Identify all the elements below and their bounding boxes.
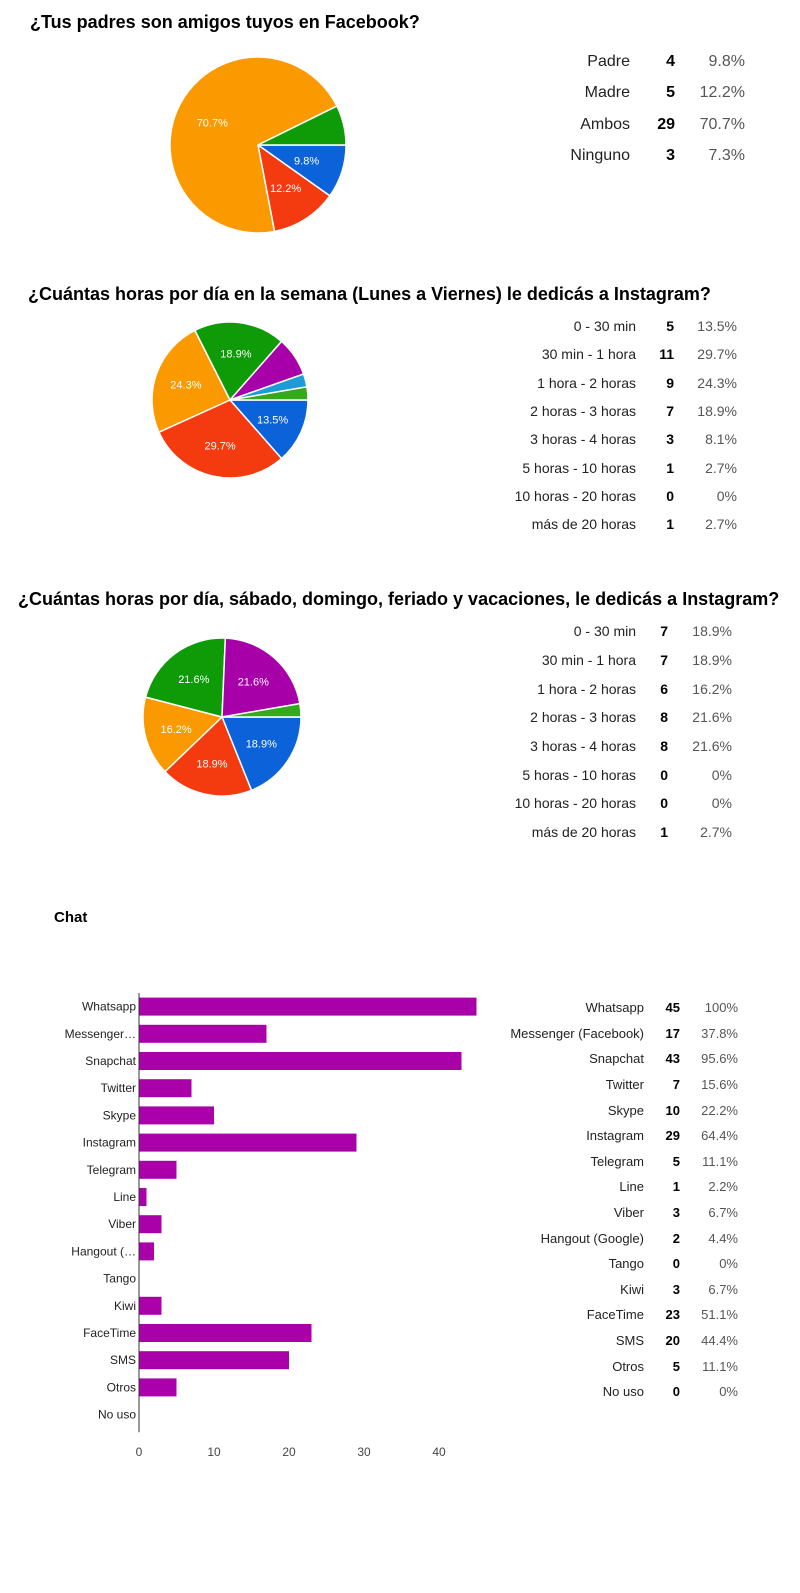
summary-percent: 12.2% bbox=[699, 84, 745, 102]
bar[interactable] bbox=[139, 1052, 462, 1070]
bar[interactable] bbox=[139, 998, 477, 1016]
summary-percent: 18.9% bbox=[692, 623, 732, 640]
summary-row bbox=[500, 995, 738, 1021]
bar-axis-label: Viber bbox=[108, 1217, 136, 1232]
summary-count: 1 bbox=[666, 516, 674, 533]
summary-row bbox=[498, 703, 732, 732]
summary-count: 3 bbox=[666, 431, 674, 448]
summary-label: 3 horas - 4 horas bbox=[530, 738, 636, 755]
summary-percent: 70.7% bbox=[699, 115, 745, 133]
summary-count: 17 bbox=[665, 1025, 680, 1041]
summary-count: 3 bbox=[672, 1281, 680, 1297]
bar[interactable] bbox=[139, 1106, 214, 1124]
bar[interactable] bbox=[139, 1188, 147, 1206]
summary-row bbox=[500, 482, 737, 510]
summary-count: 7 bbox=[660, 623, 668, 640]
pie-slice-label: 18.9% bbox=[196, 758, 228, 771]
summary-row bbox=[500, 510, 737, 538]
summary-percent: 4.4% bbox=[708, 1230, 738, 1246]
summary-label: Padre bbox=[587, 52, 630, 70]
summary-count: 23 bbox=[665, 1307, 680, 1323]
summary-row bbox=[500, 1328, 738, 1354]
weekday-instagram-summary-table bbox=[500, 312, 737, 538]
summary-percent: 29.7% bbox=[697, 346, 737, 363]
summary-count: 29 bbox=[665, 1128, 680, 1144]
chart-title: ¿Cuántas horas por día en la semana (Lunes a Viernes) le dedicás a Instagram? bbox=[28, 284, 711, 304]
summary-percent: 11.1% bbox=[702, 1153, 738, 1169]
summary-count: 45 bbox=[665, 1000, 680, 1016]
summary-row bbox=[500, 1174, 738, 1200]
summary-count: 5 bbox=[666, 318, 674, 335]
summary-row bbox=[500, 1302, 738, 1328]
summary-row bbox=[500, 1251, 738, 1277]
summary-label: más de 20 horas bbox=[531, 824, 636, 841]
summary-percent: 51.1% bbox=[701, 1307, 738, 1323]
summary-row bbox=[500, 312, 737, 340]
bar[interactable] bbox=[139, 1134, 357, 1152]
summary-label: 1 hora - 2 horas bbox=[537, 374, 636, 391]
bar-axis-label: Otros bbox=[106, 1380, 136, 1395]
summary-count: 7 bbox=[660, 652, 668, 669]
bar[interactable] bbox=[139, 1297, 162, 1315]
summary-row bbox=[500, 1277, 738, 1303]
x-tick-label: 20 bbox=[282, 1445, 296, 1460]
summary-count: 8 bbox=[660, 738, 668, 755]
pie-slice-label: 29.7% bbox=[204, 440, 236, 453]
bar-axis-label: Whatsapp bbox=[81, 999, 136, 1014]
chat-section bbox=[0, 895, 800, 1495]
summary-count: 3 bbox=[666, 147, 675, 165]
summary-count: 2 bbox=[672, 1230, 680, 1246]
summary-label: 2 horas - 3 horas bbox=[530, 709, 636, 726]
summary-row bbox=[500, 453, 737, 481]
facebook-parents-summary-table bbox=[560, 46, 745, 172]
summary-label: Telegram bbox=[590, 1153, 644, 1169]
summary-label: No uso bbox=[602, 1384, 644, 1400]
x-tick-label: 40 bbox=[432, 1445, 446, 1460]
pie-slice-label: 24.3% bbox=[170, 379, 202, 392]
chat-summary-table bbox=[500, 995, 738, 1405]
summary-row bbox=[498, 732, 732, 761]
summary-count: 1 bbox=[660, 824, 668, 841]
bar-axis-label: Tango bbox=[103, 1271, 136, 1286]
summary-percent: 0% bbox=[716, 487, 737, 504]
summary-label: 30 min - 1 hora bbox=[541, 346, 636, 363]
summary-count: 11 bbox=[659, 346, 674, 363]
summary-row bbox=[500, 1072, 738, 1098]
summary-count: 1 bbox=[672, 1179, 680, 1195]
bar-axis-label: Skype bbox=[102, 1108, 136, 1123]
pie-slice-label: 9.8% bbox=[294, 155, 320, 168]
bar[interactable] bbox=[139, 1351, 289, 1369]
summary-label: Instagram bbox=[586, 1128, 644, 1144]
summary-row bbox=[500, 1200, 738, 1226]
pie-slice-label: 13.5% bbox=[256, 414, 289, 427]
x-tick-label: 0 bbox=[135, 1445, 143, 1460]
bar[interactable] bbox=[139, 1025, 267, 1043]
summary-count: 3 bbox=[672, 1205, 680, 1221]
summary-count: 8 bbox=[660, 709, 668, 726]
summary-label: Line bbox=[619, 1179, 644, 1195]
summary-label: Whatsapp bbox=[585, 1000, 644, 1016]
summary-percent: 18.9% bbox=[692, 652, 732, 669]
summary-count: 0 bbox=[660, 766, 668, 783]
x-tick-label: 30 bbox=[357, 1445, 371, 1460]
summary-percent: 44.4% bbox=[701, 1333, 738, 1349]
summary-label: 30 min - 1 hora bbox=[541, 652, 636, 669]
facebook-parents-section bbox=[0, 0, 800, 270]
summary-count: 29 bbox=[657, 115, 675, 133]
summary-row bbox=[500, 1149, 738, 1175]
summary-count: 5 bbox=[666, 84, 675, 102]
summary-percent: 18.9% bbox=[697, 403, 737, 420]
bar-axis-label: Messenger… bbox=[64, 1026, 136, 1041]
bar[interactable] bbox=[139, 1079, 192, 1097]
weekday-instagram-pie-chart bbox=[130, 300, 330, 500]
summary-label: más de 20 horas bbox=[531, 516, 636, 533]
summary-row bbox=[560, 78, 745, 110]
summary-count: 1 bbox=[666, 459, 674, 476]
summary-percent: 6.7% bbox=[708, 1281, 738, 1297]
summary-label: Twitter bbox=[605, 1077, 644, 1093]
pie-slice-label: 18.9% bbox=[220, 348, 252, 361]
summary-count: 0 bbox=[672, 1256, 680, 1272]
bar-axis-label: Kiwi bbox=[113, 1298, 136, 1313]
summary-row bbox=[500, 1225, 738, 1251]
summary-label: Viber bbox=[613, 1205, 644, 1221]
summary-count: 5 bbox=[672, 1358, 680, 1374]
summary-count: 4 bbox=[666, 52, 675, 70]
summary-count: 7 bbox=[666, 403, 674, 420]
bar[interactable] bbox=[139, 1242, 154, 1260]
pie-slice-label: 21.6% bbox=[178, 673, 210, 686]
summary-label: Hangout (Google) bbox=[540, 1230, 644, 1246]
summary-row bbox=[500, 425, 737, 453]
summary-row bbox=[560, 109, 745, 141]
summary-label: 3 horas - 4 horas bbox=[530, 431, 636, 448]
summary-percent: 6.7% bbox=[708, 1205, 738, 1221]
x-tick-label: 10 bbox=[207, 1445, 221, 1460]
bar-axis-label: No uso bbox=[97, 1407, 136, 1422]
bar-axis-label: Telegram bbox=[86, 1162, 136, 1177]
summary-percent: 21.6% bbox=[692, 709, 732, 726]
pie-slice-label: 21.6% bbox=[237, 676, 269, 689]
summary-percent: 2.7% bbox=[700, 824, 732, 841]
summary-row bbox=[500, 1097, 738, 1123]
summary-percent: 0% bbox=[711, 766, 732, 783]
summary-percent: 0% bbox=[711, 795, 732, 812]
summary-label: 1 hora - 2 horas bbox=[537, 680, 636, 697]
summary-percent: 21.6% bbox=[692, 738, 732, 755]
summary-count: 5 bbox=[672, 1153, 680, 1169]
summary-percent: 2.7% bbox=[705, 516, 737, 533]
summary-row bbox=[560, 46, 745, 78]
summary-percent: 0% bbox=[719, 1384, 738, 1400]
summary-label: Kiwi bbox=[620, 1281, 644, 1297]
summary-row bbox=[498, 789, 732, 818]
summary-row bbox=[500, 1021, 738, 1047]
summary-label: 2 horas - 3 horas bbox=[530, 403, 636, 420]
summary-row bbox=[500, 1379, 738, 1405]
summary-percent: 9.8% bbox=[708, 52, 745, 70]
bar-axis-label: Twitter bbox=[100, 1081, 136, 1096]
summary-percent: 7.3% bbox=[708, 147, 745, 165]
summary-percent: 64.4% bbox=[701, 1128, 738, 1144]
chat-bar-chart bbox=[0, 975, 490, 1545]
summary-label: 5 horas - 10 horas bbox=[522, 459, 636, 476]
pie-slice-label: 16.2% bbox=[160, 723, 192, 736]
summary-row bbox=[498, 646, 732, 675]
summary-label: Otros bbox=[612, 1358, 644, 1374]
weekend-instagram-section bbox=[0, 575, 800, 875]
facebook-parents-pie-chart bbox=[158, 45, 358, 245]
summary-label: Messenger (Facebook) bbox=[510, 1025, 644, 1041]
summary-count: 10 bbox=[665, 1102, 680, 1118]
summary-label: Madre bbox=[584, 84, 630, 102]
summary-count: 43 bbox=[665, 1051, 680, 1067]
chart-title: ¿Cuántas horas por día, sábado, domingo, feriado y vacaciones, le dedicás a Instagram? bbox=[18, 589, 780, 609]
summary-percent: 24.3% bbox=[697, 374, 737, 391]
bar-axis-label: Instagram bbox=[82, 1135, 136, 1150]
chart-title: ¿Tus padres son amigos tuyos en Facebook? bbox=[30, 12, 420, 32]
summary-count: 9 bbox=[666, 374, 674, 391]
summary-row bbox=[500, 369, 737, 397]
summary-label: SMS bbox=[615, 1333, 644, 1349]
summary-row bbox=[500, 1353, 738, 1379]
summary-row bbox=[500, 340, 737, 368]
summary-row bbox=[498, 760, 732, 789]
summary-percent: 11.1% bbox=[702, 1358, 738, 1374]
summary-count: 0 bbox=[672, 1384, 680, 1400]
summary-label: 5 horas - 10 horas bbox=[522, 766, 636, 783]
summary-count: 20 bbox=[665, 1333, 680, 1349]
bar-axis-label: FaceTime bbox=[83, 1326, 136, 1340]
summary-row bbox=[560, 141, 745, 173]
summary-label: Snapchat bbox=[589, 1051, 644, 1067]
summary-row bbox=[498, 818, 732, 847]
summary-row bbox=[498, 674, 732, 703]
summary-row bbox=[500, 397, 737, 425]
summary-percent: 16.2% bbox=[692, 680, 732, 697]
summary-percent: 0% bbox=[719, 1256, 738, 1272]
chart-title: Chat bbox=[54, 909, 88, 926]
pie-slice-label: 18.9% bbox=[245, 738, 277, 751]
bar[interactable] bbox=[139, 1215, 162, 1233]
summary-label: Skype bbox=[607, 1102, 644, 1118]
bar-axis-label: Hangout (… bbox=[71, 1244, 136, 1259]
bar[interactable] bbox=[139, 1378, 177, 1396]
summary-percent: 95.6% bbox=[701, 1051, 738, 1067]
summary-label: 0 - 30 min bbox=[573, 623, 636, 640]
summary-percent: 2.2% bbox=[708, 1179, 738, 1195]
weekend-instagram-summary-table bbox=[498, 617, 732, 847]
summary-percent: 100% bbox=[704, 1000, 738, 1016]
weekday-instagram-section bbox=[0, 270, 800, 570]
summary-label: Ninguno bbox=[570, 147, 630, 165]
summary-count: 0 bbox=[666, 487, 674, 504]
bar-axis-label: SMS bbox=[109, 1353, 136, 1368]
summary-percent: 37.8% bbox=[701, 1025, 738, 1041]
summary-count: 6 bbox=[660, 680, 668, 697]
summary-percent: 2.7% bbox=[705, 459, 737, 476]
summary-row bbox=[500, 1123, 738, 1149]
weekend-instagram-pie-chart bbox=[122, 617, 322, 817]
summary-label: 0 - 30 min bbox=[573, 318, 636, 335]
bar[interactable] bbox=[139, 1324, 312, 1342]
summary-label: Tango bbox=[608, 1256, 644, 1272]
pie-slice-label: 12.2% bbox=[269, 182, 302, 195]
pie-slice-label: 70.7% bbox=[196, 117, 228, 130]
bar-axis-label: Snapchat bbox=[85, 1054, 136, 1068]
summary-label: 10 horas - 20 horas bbox=[514, 795, 636, 812]
summary-percent: 8.1% bbox=[705, 431, 737, 448]
summary-percent: 22.2% bbox=[701, 1102, 738, 1118]
summary-label: Ambos bbox=[580, 115, 630, 133]
summary-percent: 15.6% bbox=[701, 1077, 738, 1093]
summary-row bbox=[498, 617, 732, 646]
summary-count: 7 bbox=[672, 1077, 680, 1093]
summary-label: FaceTime bbox=[586, 1307, 644, 1323]
summary-percent: 13.5% bbox=[697, 318, 737, 335]
summary-count: 0 bbox=[660, 795, 668, 812]
summary-label: 10 horas - 20 horas bbox=[514, 487, 636, 504]
bar-axis-label: Line bbox=[113, 1190, 136, 1204]
bar[interactable] bbox=[139, 1161, 177, 1179]
summary-row bbox=[500, 1046, 738, 1072]
